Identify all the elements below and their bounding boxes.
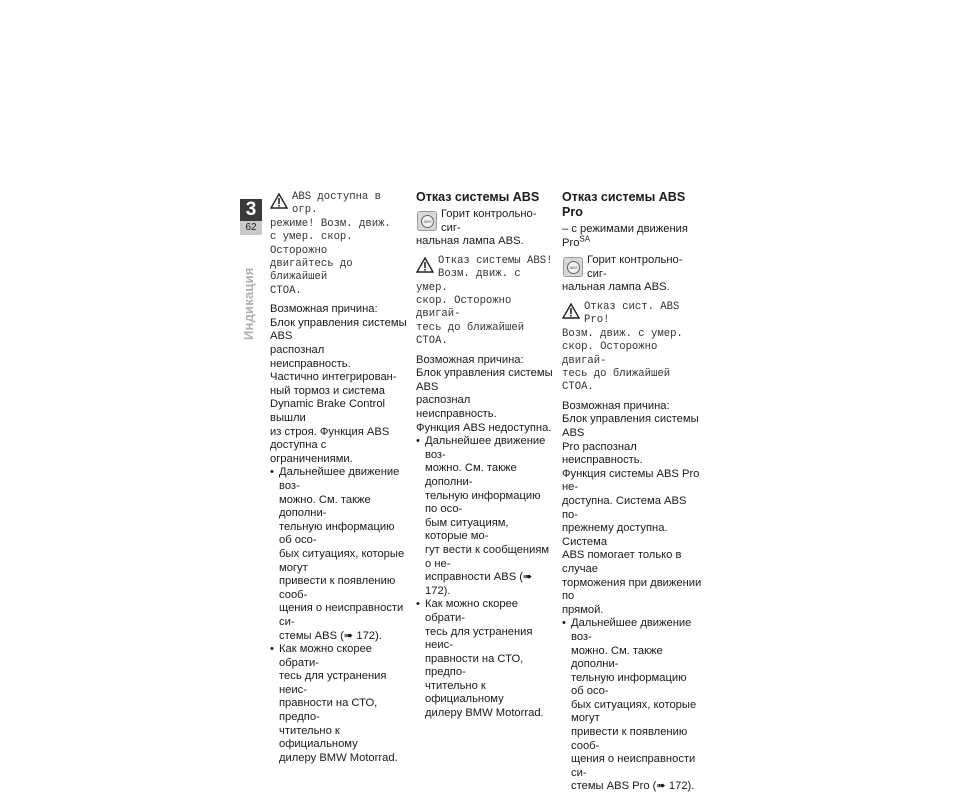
- cause-line: ABS помогает только в случае: [562, 549, 682, 575]
- warning-line: с умер. скор. Осторожно: [270, 231, 353, 257]
- indicator-note-line: нальная лампа ABS.: [416, 235, 524, 248]
- list-item-line: привести к появлению сооб-: [571, 726, 688, 752]
- cause-line: доступна. Система ABS по-: [562, 494, 687, 521]
- list-item-line: • Дальнейшее движение воз-: [571, 617, 692, 643]
- column-1: [270, 190, 408, 765]
- list-item-line: тельную информацию об осо-: [571, 671, 687, 698]
- list-item-line: • Как можно скорее обрати-: [279, 643, 373, 669]
- list-item-line: тельную информацию об осо-: [279, 520, 395, 547]
- cause-line: из строя. Функция ABS: [270, 425, 390, 438]
- list-item-line: чтительно к официальному: [279, 724, 358, 751]
- warning-line: Отказ сист. ABS Pro!: [584, 300, 680, 327]
- warning-triangle-icon: [416, 257, 434, 273]
- warning-line: тесь до ближайшей СТОА.: [562, 368, 671, 394]
- warning-line: тесь до ближайшей СТОА.: [416, 321, 525, 348]
- list-item-line: • Дальнейшее движение воз-: [279, 466, 400, 492]
- indicator-note-line: Горит контрольно-сиг-: [587, 254, 683, 280]
- abs-indicator-icon: ABS: [563, 257, 583, 277]
- cause-line: Частично интегрирован-: [270, 371, 397, 384]
- list-item-line: чтительно к официальному: [425, 679, 504, 706]
- list-item-line: дилеру BMW Motorrad.: [279, 751, 398, 764]
- page-number: 62: [245, 222, 257, 233]
- list-item-line: щения о неисправности си-: [279, 602, 404, 628]
- section-heading-abs-failure: Отказ системы ABS: [416, 190, 540, 204]
- cause-label: Возможная причина:: [416, 353, 524, 366]
- list-item-line: щения о неисправности си-: [571, 753, 696, 779]
- cause-line: Блок управления системы ABS: [270, 316, 407, 343]
- section-heading-abs-pro-failure: Отказ системы ABS Pro: [562, 190, 686, 219]
- indicator-note-line: нальная лампа ABS.: [562, 281, 670, 294]
- list-item-line: правности на СТО, предпо-: [279, 697, 378, 724]
- list-item-line: стемы ABS (➠ 172).: [279, 629, 382, 642]
- cause-line: прямой.: [562, 603, 604, 616]
- list-item-line: • Как можно скорее обрати-: [425, 598, 519, 624]
- list-item-line: бых ситуациях, которые могут: [571, 698, 697, 725]
- list-item-line: стемы ABS Pro (➠ 172).: [571, 780, 695, 793]
- warning-line: Возм. движ. с умер.: [562, 327, 683, 340]
- cause-label: Возможная причина:: [270, 303, 378, 316]
- cause-line: Pro распознал неисправность.: [562, 440, 643, 467]
- list-item: [270, 466, 408, 643]
- list-item: [270, 643, 408, 765]
- bullet-list: [416, 435, 554, 720]
- cause-line: торможения при движении по: [562, 576, 702, 603]
- subtitle-text: – с режимами движения Pro: [562, 223, 688, 249]
- chapter-number: 3: [240, 199, 262, 221]
- cause-line: распознал неисправность.: [270, 344, 351, 370]
- warning-triangle-icon: [562, 303, 580, 319]
- cause-line: распознал неисправность.: [416, 394, 497, 420]
- indicator-light-note: [416, 208, 554, 249]
- warning-line: скор. Осторожно двигай-: [416, 295, 512, 321]
- cause-line: Dynamic Brake Control вышли: [270, 398, 386, 424]
- list-item-line: дилеру BMW Motorrad.: [425, 707, 544, 720]
- warning-message: [270, 191, 408, 298]
- warning-line: режиме! Возм. движ.: [270, 217, 391, 230]
- column-3: [562, 190, 702, 794]
- bullet-list: [562, 617, 702, 794]
- chapter-side-title: Индикация: [241, 267, 256, 340]
- cause-line: доступна с ограничениями.: [270, 439, 353, 465]
- warning-line: Возм. движ. с умер.: [416, 268, 521, 294]
- cause-text: [416, 367, 554, 435]
- list-item-line: правности на СТО, предпо-: [425, 652, 524, 679]
- list-item: [416, 598, 554, 720]
- cause-line: Блок управления системы ABS: [562, 413, 699, 439]
- warning-message: [416, 255, 554, 349]
- list-item-line: можно. См. также дополни-: [425, 462, 517, 488]
- list-item-line: бым ситуациям, которые мо-: [425, 516, 509, 543]
- list-item-line: исправности ABS (➠ 172).: [425, 571, 533, 597]
- warning-line: ABS доступна в огр.: [292, 191, 382, 217]
- abs-indicator-icon: ABS: [417, 211, 437, 231]
- warning-line: СТОА.: [270, 284, 302, 297]
- special-equipment-mark: SA: [579, 233, 591, 243]
- list-item-line: привести к появлению сооб-: [279, 575, 396, 601]
- cause-line: ный тормоз и система: [270, 384, 385, 397]
- cause-line: прежнему доступна. Система: [562, 522, 668, 548]
- list-item-line: • Дальнейшее движение воз-: [425, 435, 546, 461]
- list-item: [562, 617, 702, 794]
- cause-line: Блок управления системы ABS: [416, 367, 553, 393]
- warning-message: [562, 301, 702, 395]
- list-item-line: тельную информацию по осо-: [425, 489, 541, 516]
- list-item-line: тесь для устранения неис-: [279, 670, 387, 696]
- warning-triangle-icon: [270, 193, 288, 209]
- section-subtitle: [562, 223, 702, 250]
- list-item: [416, 435, 554, 598]
- list-item-line: тесь для устранения неис-: [425, 625, 533, 652]
- list-item-line: можно. См. также дополни-: [279, 493, 371, 520]
- cause-text: [270, 317, 408, 467]
- cause-line: Функция системы ABS Pro не-: [562, 467, 700, 494]
- cause-line: Функция ABS недоступна.: [416, 421, 552, 434]
- cause-text: [562, 413, 702, 617]
- list-item-line: можно. См. также дополни-: [571, 644, 663, 671]
- indicator-note-line: Горит контрольно-сиг-: [441, 208, 537, 234]
- column-2: [416, 190, 554, 721]
- list-item-line: гут вести к сообщениям о не-: [425, 543, 550, 570]
- indicator-light-note: [562, 254, 702, 295]
- warning-line: двигайтесь до ближайшей: [270, 258, 353, 284]
- cause-label: Возможная причина:: [562, 399, 670, 412]
- warning-line: скор. Осторожно двигай-: [562, 341, 658, 367]
- list-item-line: бых ситуациях, которые могут: [279, 547, 405, 574]
- bullet-list: [270, 466, 408, 765]
- warning-line: Отказ системы ABS!: [438, 254, 553, 267]
